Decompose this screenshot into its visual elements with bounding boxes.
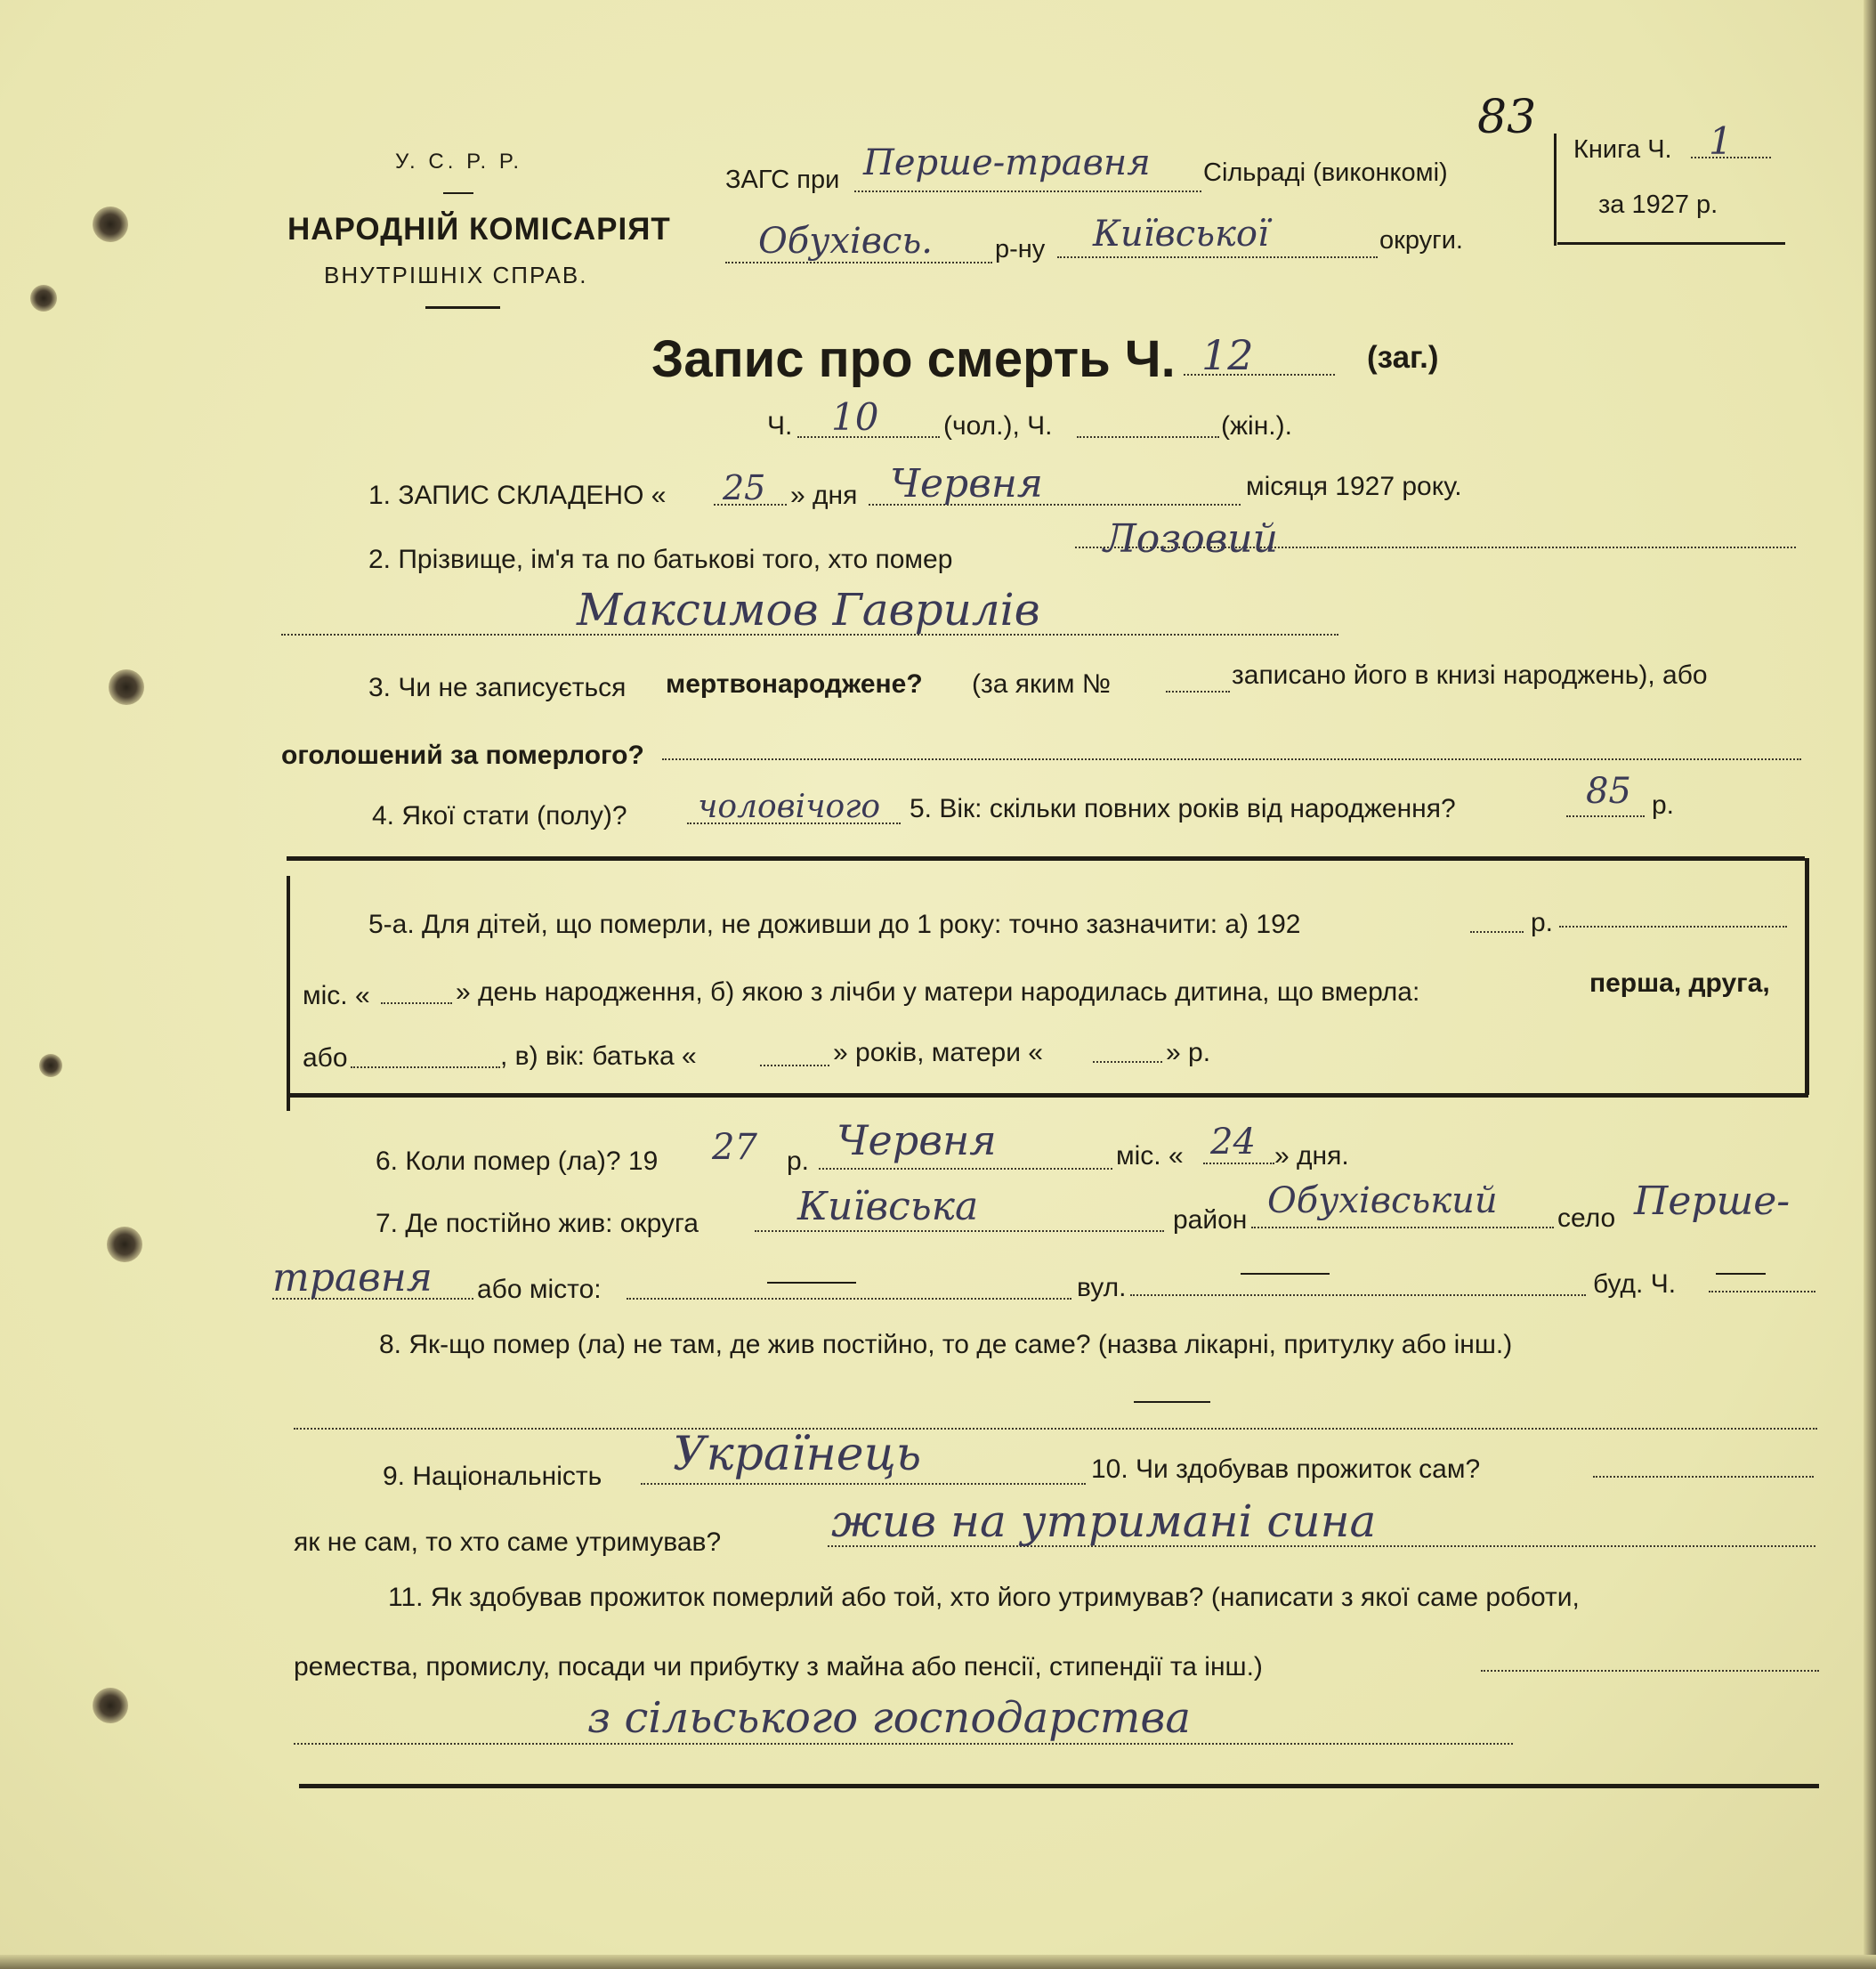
field-line [294,1428,1817,1430]
field1-day-value: 25 [723,468,766,507]
field-line [294,1743,1513,1745]
field5-value: 85 [1586,771,1631,812]
field7-okruha-value: Київська [797,1184,979,1229]
book-year: за 1927 р. [1598,190,1718,219]
field3-bold: мертвонароджене? [666,669,923,699]
field7-bud: буд. Ч. [1593,1269,1677,1299]
field2-name-value: Максимов Гаврилів [577,584,1040,636]
field4-value: чоловічого [698,789,881,825]
field5a-line2-start: міс. « [303,981,370,1010]
field2-label: 2. Прізвище, ім'я та по батькові того, хто помер [368,545,953,574]
field7-misto: або місто: [477,1275,602,1304]
field5a-line1: 5-а. Для дітей, що померли, не доживши до 1 року: точно зазначити: а) 192 [368,910,1301,939]
okruha-label: округи. [1379,226,1463,255]
dash-mark [1134,1401,1210,1403]
zags-at-label: ЗАГС при [725,166,840,194]
field7-rayon: район [1173,1205,1248,1235]
okruha-value: Київської [1093,214,1269,255]
village-council-label: Сільраді (виконкомі) [1203,158,1448,187]
box-border [1805,858,1809,1095]
field-line [627,1298,1071,1300]
field4-label: 4. Якої стати (полу)? [372,801,627,831]
field1-month-value: Червня [890,461,1043,506]
record-suffix: (заг.) [1367,340,1439,375]
field6-year-value: 27 [712,1127,757,1168]
field3-rest1: (за яким № [972,669,1112,699]
field-line [272,1298,473,1300]
district-value: Обухівсь. [758,221,933,262]
page-edge [0,1955,1876,1969]
book-number-value: 1 [1709,119,1733,163]
male-number-value: 10 [831,395,879,439]
field5a-line3-end: » р. [1166,1038,1211,1067]
field9-label: 9. Національність [383,1462,602,1491]
female-label: (жін.). [1221,411,1292,441]
field5a-line3-mid1: , в) вік: батька « [500,1041,697,1071]
field-line [760,1065,829,1066]
field6-end: » дня. [1274,1141,1349,1171]
field-line [1470,931,1524,933]
record-number-value: 12 [1201,331,1254,379]
field5-end: р. [1652,790,1675,820]
field9-value: Українець [673,1428,922,1481]
field6-month-value: Червня [837,1116,997,1164]
field11-value: з сільського господарства [587,1693,1191,1743]
punch-hole [93,207,128,242]
field5a-line2-bold: перша, друга, [1589,968,1770,998]
record-title: Запис про смерть Ч. [651,330,1176,388]
male-number-prefix: Ч. [767,411,793,441]
district-label: р-ну [995,235,1046,263]
field-line [1166,691,1230,693]
field6-label: 6. Коли помер (ла)? 19 [376,1147,659,1176]
field7-vul: вул. [1077,1273,1127,1302]
field-line [641,1483,1086,1485]
field10b-value: жив на утримані сина [831,1495,1377,1547]
male-label: (чол.), Ч. [943,411,1053,441]
field6-day-value: 24 [1210,1122,1256,1163]
field-line [1251,1227,1554,1228]
ussr-label: У. С. Р. Р. [395,150,523,174]
field6-r: р. [787,1147,810,1176]
box-border [287,1093,1808,1098]
field10-label: 10. Чи здобував прожиток сам? [1091,1454,1481,1484]
internal-affairs-label: ВНУТРІШНІХ СПРАВ. [324,262,588,288]
book-label: Книга Ч. [1573,135,1672,164]
field-line [351,1066,500,1068]
dash-mark [767,1282,856,1284]
punch-hole [30,285,57,312]
field3-bold2: оголошений за померлого? [281,741,644,770]
field1-label: 1. ЗАПИС СКЛАДЕНО « [368,481,667,510]
zags-village-value: Перше-травня [863,142,1151,183]
field3-rest2: записано його в книзі народжень), або [1232,660,1708,690]
field-line [1559,926,1787,928]
field10b-label: як не сам, то хто саме утримував? [294,1527,722,1557]
book-box-border [1554,134,1557,246]
field11-label2: ремества, промислу, посади чи прибутку з майна або пенсії, стипендії та інш.) [294,1652,1263,1681]
page-edge [1864,0,1876,1969]
dash-mark [1241,1273,1330,1275]
field1-mid: » дня [790,481,858,510]
punch-hole [39,1054,62,1077]
punch-hole [109,669,144,705]
field-line [1203,1163,1274,1164]
field-line [854,190,1201,192]
box-border [287,856,1805,861]
field-line [1093,1061,1162,1063]
bottom-rule [299,1784,1819,1788]
punch-hole [93,1688,128,1723]
field5a-line1-end: р. [1531,908,1554,937]
field7-selo-value2: травня [272,1255,433,1301]
field-line [1593,1476,1814,1478]
commissariat-title: НАРОДНІЙ КОМІСАРІЯТ [287,212,671,247]
field5-label: 5. Вік: скільки повних років від народження? [910,794,1456,823]
field7-rayon-value: Обухівський [1267,1180,1498,1221]
divider [425,306,500,309]
field-line [662,758,1801,760]
field7-selo: село [1557,1203,1616,1233]
field-line [819,1168,1112,1170]
field5a-line2-mid: » день народження, б) якою з лічби у матери народилась дитина, що вмерла: [456,977,1420,1007]
field-line [1130,1294,1586,1296]
field3-label: 3. Чи не записується [368,673,627,702]
field7-selo-value: Перше- [1634,1179,1791,1224]
field-line [1077,436,1219,438]
punch-hole [107,1227,142,1262]
dash-mark [1716,1273,1766,1275]
field-line [1566,815,1645,817]
field5a-line3-mid2: » років, матери « [833,1038,1043,1067]
field5a-line3-start: або [303,1043,348,1073]
box-border [287,876,290,1111]
book-box-border [1557,242,1785,245]
field7-label: 7. Де постійно жив: округа [376,1209,699,1238]
field-line [1057,256,1378,258]
field6-mis: міс. « [1116,1141,1184,1171]
field11-label: 11. Як здобував прожиток померлий або той, хто його утримував? (написати з якої саме роботи, [388,1583,1580,1612]
page-number: 83 [1477,91,1537,144]
field-line [755,1230,1164,1232]
field8-label: 8. Як-що помер (ла) не там, де жив постійно, то де саме? (назва лікарні, притулку або інш.) [379,1330,1513,1359]
field-line [1709,1291,1815,1292]
divider [443,192,473,194]
field1-end: місяця 1927 року. [1246,472,1462,501]
field-line [1481,1670,1819,1672]
field-line [725,262,992,263]
field2-surname-value: Лозовий [1104,516,1278,562]
field-line [381,1002,452,1004]
